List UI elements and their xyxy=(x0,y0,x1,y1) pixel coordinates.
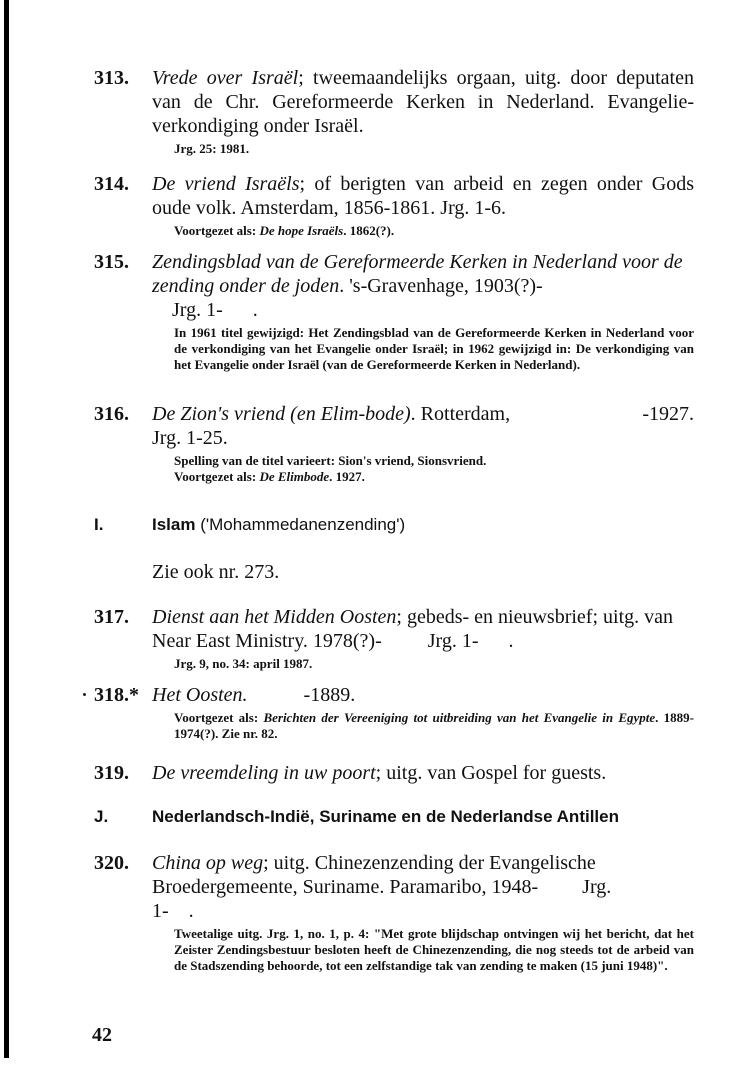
entry-title: De vriend Israëls xyxy=(152,173,300,195)
entry-note: Spelling van de titel varieert: Sion's vriend, Sionsvriend. Voortgezet als: De Elimbode. 1927. xyxy=(174,453,487,484)
entry-title: Dienst aan het Midden Oosten xyxy=(152,606,397,628)
entry-316 xyxy=(94,402,694,485)
entry-314 xyxy=(94,172,694,239)
entry-318 xyxy=(94,683,694,742)
entry-title: Vrede over Israël xyxy=(152,67,299,89)
entry-319 xyxy=(94,761,694,785)
margin-mark xyxy=(83,693,86,696)
entry-body: Het Oosten. -1889. xyxy=(152,684,356,706)
section-letter: J. xyxy=(94,807,109,826)
entry-body xyxy=(152,66,694,138)
entry-number: 314. xyxy=(94,173,129,195)
entry-title: De Zion's vriend (en Elim-bode) xyxy=(152,403,411,425)
binding-edge xyxy=(4,0,9,1058)
entry-320 xyxy=(94,851,694,974)
entry-title: De vreemdeling in uw poort xyxy=(152,762,376,784)
entry-title: Het Oosten. xyxy=(152,684,248,706)
entry-315 xyxy=(94,250,694,373)
entry-number: 313. xyxy=(94,67,129,89)
entry-note: Voortgezet als: De hope Israëls. 1862(?). xyxy=(174,223,395,238)
entry-number: 316. xyxy=(94,403,129,425)
entry-body: China op weg; uitg. Chinezenzending der Evangelische Broedergemeente, Suriname. Paramaribo, 1948- Jrg. 1- . xyxy=(152,852,612,922)
entry-note: Jrg. 9, no. 34: april 1987. xyxy=(174,656,313,671)
entry-note: Tweetalige uitg. Jrg. 1, no. 1, p. 4: "Met grote blijdschap ontvingen wij het bericht, dat het Zeister Zendingsbestuur besloten heeft de Chinezenzending, die nog steeds tot de arbeid van de Stadszending behoorde, tot een zelfstandige tak van zending te maken (15 juni 1948)". xyxy=(174,926,694,973)
page-number: 42 xyxy=(92,1024,112,1046)
entry-number: 315. xyxy=(94,251,129,273)
entry-description: ; of berigten van arbeid en zegen onder Gods oude volk. Amsterdam, 1856-1861. Jrg. 1-6. xyxy=(152,173,694,219)
entry-317 xyxy=(94,605,694,672)
entry-body: De Zion's vriend (en Elim-bode). Rotterdam, -1927. Jrg. 1-25. xyxy=(152,403,694,449)
entry-body: De vreemdeling in uw poort; uitg. van Gospel for guests. xyxy=(152,762,607,784)
see-also: Zie ook nr. 273. xyxy=(152,561,280,583)
section-title: Nederlandsch-Indië, Suriname en de Nederlandse Antillen xyxy=(152,807,619,826)
entry-title: Zendingsblad van de Gereformeerde Kerken in Nederland voor de zending onder de joden xyxy=(152,251,683,297)
entry-note: In 1961 titel gewijzigd: Het Zendingsblad van de Gereformeerde Kerken in Nederland voor de verkondiging van het Evangelie onder Israël; in 1962 gewijzigd in: De verkondiging van het Evangelie onder Israël (van de Gereformeerde Kerken in Nederland). xyxy=(174,325,694,372)
entry-body: Zendingsblad van de Gereformeerde Kerken in Nederland voor de zending onder de joden. 's-Gravenhage, 1903(?)- Jrg. 1- . xyxy=(152,251,683,321)
entry-313 xyxy=(94,66,694,157)
entry-number: 318.* xyxy=(94,684,139,706)
entry-title: China op weg xyxy=(152,852,264,874)
entry-number: 320. xyxy=(94,852,129,874)
entry-number: 317. xyxy=(94,606,129,628)
entry-description: . 's-Gravenhage, 1903(?)- xyxy=(339,275,543,297)
section-title: Islam ('Mohammedanenzending') xyxy=(152,515,406,534)
entry-note: Voortgezet als: Berichten der Vereeniging tot uitbreiding van het Evangelie in Egypte. 1889-1974(?). Zie nr. 82. xyxy=(174,710,694,741)
entry-description: ; tweemaandelijks orgaan, uitg. door deputaten van de Chr. Gereformeerde Kerken in Nederland. Evangelie-verkondiging onder Israël. xyxy=(152,67,694,137)
entry-number: 319. xyxy=(94,762,129,784)
section-letter: I. xyxy=(94,515,104,534)
entry-body: Dienst aan het Midden Oosten; gebeds- en nieuwsbrief; uitg. van Near East Ministry. 1978(?)- Jrg. 1- . xyxy=(152,606,673,652)
entry-body xyxy=(152,172,694,220)
entry-note: Jrg. 25: 1981. xyxy=(174,141,250,156)
